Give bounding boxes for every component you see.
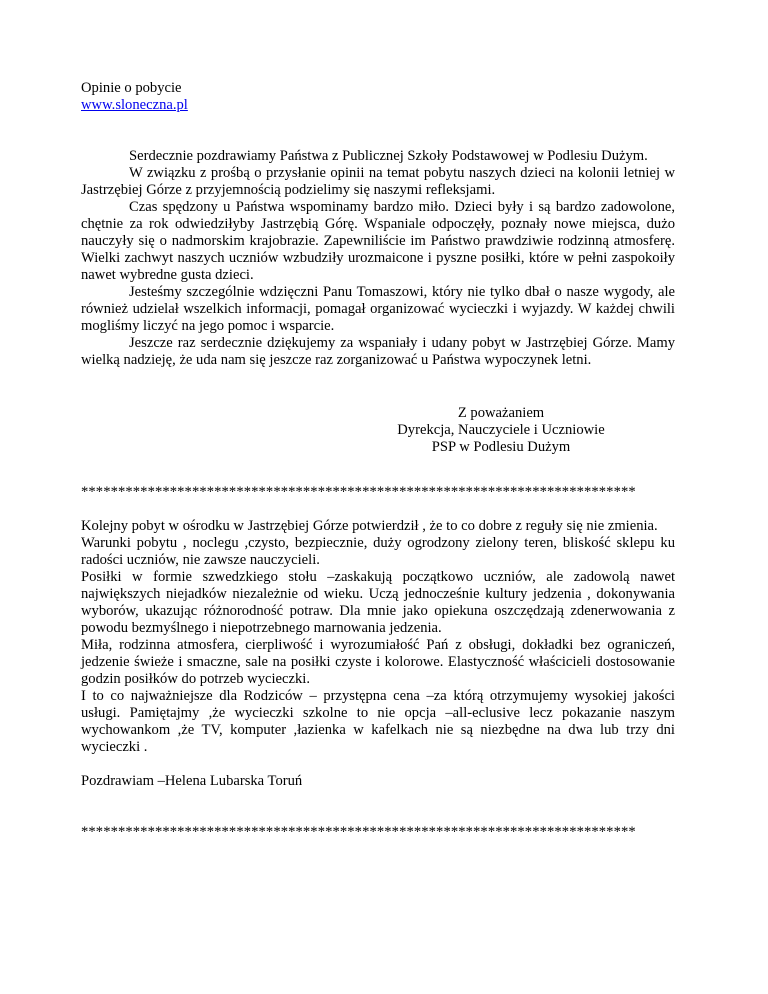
paragraph: Kolejny pobyt w ośrodku w Jastrzębiej Górze potwierdził , że to co dobre z reguły się nie zmienia. [81, 518, 658, 534]
paragraph: Miła, rodzinna atmosfera, cierpliwość i wyrozumiałość Pań z obsługi, dokładki bez ograniczeń, jedzenie świeże i smaczne, sale na posiłki czyste i kolorowe. Elastyczność właścicieli dostosowanie godzin posiłków do potrzeb wycieczki. [81, 637, 675, 687]
document-header [81, 80, 675, 114]
page-title: Opinie o pobycie [81, 80, 182, 96]
separator-line: *************************************************************************** [81, 484, 636, 500]
letter-school [81, 148, 675, 456]
signature: Pozdrawiam –Helena Lubarska Toruń [81, 773, 303, 789]
paragraph: Jesteśmy szczególnie wdzięczni Panu Tomaszowi, który nie tylko dbał o nasze wygody, ale również udzielał wszelkich informacji, pomagał organizować wycieczki i wyjazdy. W każdej chwili mogliśmy liczyć na jego pomoc i wsparcie. [81, 284, 675, 334]
website-link[interactable]: www.sloneczna.pl [81, 97, 188, 113]
paragraph: Warunki pobytu , noclegu ,czysto, bezpiecznie, duży ogrodzony zielony teren, bliskość sklepu ku radości uczniów, nie zawsze nauczycieli. [81, 535, 675, 568]
paragraph: Posiłki w formie szwedzkiego stołu –zaskakują początkowo uczniów, ale zadowolą nawet największych niejadków niezależnie od wieku. Uczą jednocześnie kultury jedzenia , dokonywania wyborów, ukazując różnorodność potraw. Dla mnie jako opiekuna oszczędzają zdenerwowania z powodu bezmyślnego i niepotrzebnego marnowania jedzenia. [81, 569, 675, 636]
paragraph: W związku z prośbą o przysłanie opinii na temat pobytu naszych dzieci na kolonii letniej w Jastrzębiej Górze z przyjemnością podzielimy się naszymi refleksjami. [81, 165, 675, 198]
paragraph: Serdecznie pozdrawiamy Państwa z Publicznej Szkoły Podstawowej w Podlesiu Dużym. [129, 148, 648, 164]
paragraph: Czas spędzony u Państwa wspominamy bardzo miło. Dzieci były i są bardzo zadowolone, chętnie za rok odwiedziłyby Jastrzębią Górę. Wspaniale odpoczęły, poznały nowe miejsca, dużo nauczyły się o nadmorskim krajobrazie. Zapewniliście im Państwo prawdziwie rodzinną atmosferę. Wielki zachwyt naszych uczniów wzbudziły urozmaicone i pyszne posiłki, które w pełni zaspokoiły nawet wybredne gusta dzieci. [81, 199, 675, 283]
closing-line: Dyrekcja, Nauczyciele i Uczniowie [397, 422, 605, 438]
closing-line: PSP w Podlesiu Dużym [431, 439, 571, 455]
letter-teacher [81, 518, 675, 790]
letter-closing [381, 405, 621, 456]
paragraph: Jeszcze raz serdecznie dziękujemy za wspaniały i udany pobyt w Jastrzębiej Górze. Mamy wielką nadzieję, że uda nam się jeszcze raz zorganizować u Państwa wypoczynek letni. [81, 335, 675, 368]
document-page [81, 80, 675, 841]
separator-line: *************************************************************************** [81, 824, 636, 840]
paragraph: I to co najważniejsze dla Rodziców – przystępna cena –za którą otrzymujemy wysokiej jakości usługi. Pamiętajmy ,że wycieczki szkolne to nie opcja –all-eclusive lecz pokazanie naszym wychowankom ,że TV, komputer ,łazienka w kafelkach nie są niezbędne na dwa lub trzy dni wycieczki . [81, 688, 675, 755]
closing-line: Z poważaniem [457, 405, 545, 421]
